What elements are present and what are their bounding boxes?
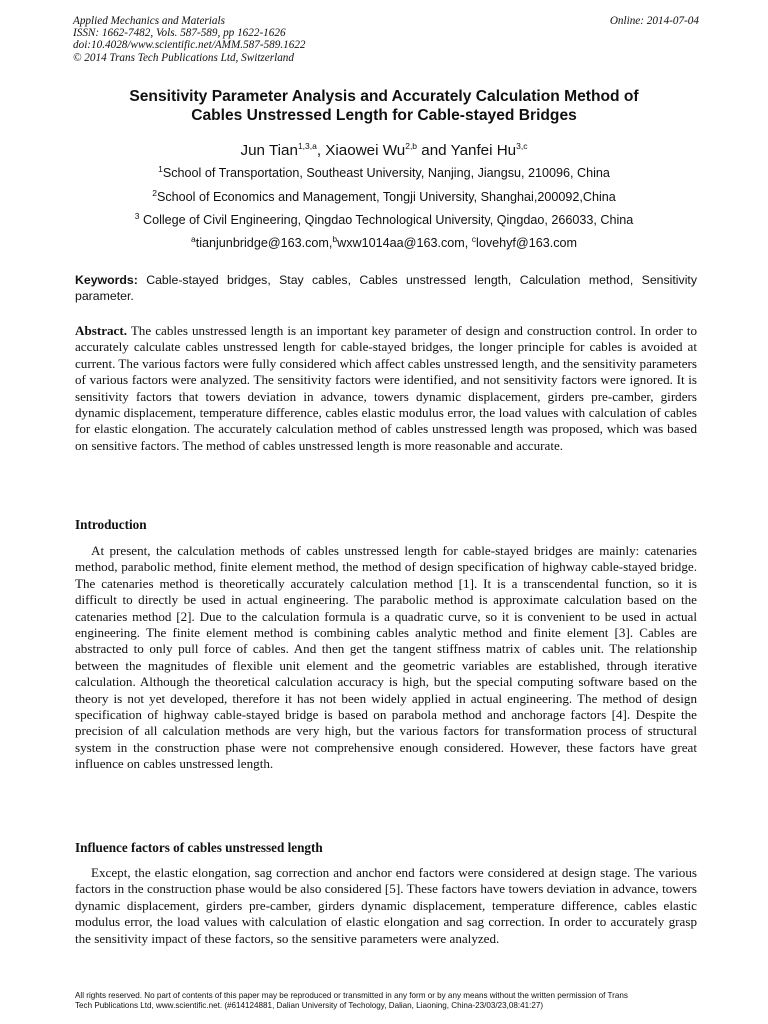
author-separator: and <box>417 142 451 159</box>
author-superscript: 2,b <box>405 140 418 151</box>
author-superscript: 3,c <box>516 140 528 151</box>
abstract-text: The cables unstressed length is an important key parameter of design and construction control. In order to accurately calculate cables unstressed length for cable-stayed bridges, the longer principle for cables is avoided at current. The various factors were fully considered which affect cables unstressed length, and the sensitivity parameters of various factors were analyzed. The sensitivity factors were identified, and not sensitivity factors were ignored. It is sensitivity factors that towers deviation in advance, towers dynamic displacement, girders pre-camber, girders dynamic displacement, temperature difference, cables elastic modulus error, the load values with calculation of cables for elastic elongation. The accurately calculation method of cables unstressed length was proposed, which was based on sensitive factors. The method of cables unstressed length is more reasonable and accurate. <box>75 323 697 453</box>
paper-title <box>60 87 708 125</box>
email-address[interactable]: tianjunbridge@163.com, <box>195 236 333 250</box>
introduction-paragraph: At present, the calculation methods of cables unstressed length for cable-stayed bridges are mainly: catenaries method, parabolic method, finite element method, the method of design specification of highway cable-stayed bridge. The catenaries method is theoretically accurately calculation method [1]. It is a transcendental function, so it is difficult to directly be used in actual engineering. The parabolic method is approximate calculation based on the catenaries method [2]. Due to the calculation formula is a quadratic curve, so it is convenient to be used in actual engineering. The finite element method is combining cables analytic method and finite element [3]. Cables are abstracted to only pull force of cables. And then get the tangent stiffness matrix of cables unit. The relationship between the magnitudes of flexible unit element and the geometric variables are established, through iterative calculation. Although the theoretical calculation accuracy is high, but the special computing software based on the theory is not yet developed, therefore it has not been widely applied in actual engineering. The method of design specification of highway cable-stayed bridge is based on parabola method and anchorage factors [4]. Despite the precision of all calculation methods are very high, but the various factors for transformation process of structural system in the construction phase were not comprehensive enough considered. However, these factors have great influence on cables unstressed length. <box>75 543 697 772</box>
author-name: Xiaowei Wu <box>325 142 406 159</box>
author-list <box>60 142 708 160</box>
abstract-label: Abstract. <box>75 323 127 338</box>
affiliation-superscript: 2 <box>152 187 157 198</box>
issn-line: ISSN: 1662-7482, Vols. 587-589, pp 1622-1626 <box>73 27 286 40</box>
abstract-block <box>75 323 697 454</box>
influence-heading: Influence factors of cables unstressed length <box>75 840 323 855</box>
keywords-label: Keywords: <box>75 273 138 287</box>
email-superscript: a <box>190 233 196 244</box>
keywords-block <box>75 273 697 304</box>
affiliation <box>60 189 708 205</box>
affiliation <box>60 165 708 181</box>
footer-line-2: Tech Publications Ltd, www.scientific.net. (#614124881, Dalian University of Techology, Dalian, Liaoning, China-23/03/23,08:41:27) <box>75 1000 544 1010</box>
author-name: Jun Tian <box>240 142 298 159</box>
affiliation-superscript: 3 <box>134 210 140 221</box>
affiliation-superscript: 1 <box>158 163 163 174</box>
influence-paragraph: Except, the elastic elongation, sag correction and anchor end factors were considered at design stage. The various factors in the construction phase would be also considered [5]. These factors have towers deviation in advance, towers dynamic displacement, girders pre-camber, girders dynamic displacement, temperature difference, cables elastic modulus error, the load values with calculation of elastic elongation and sag correction. In order to accurately grasp the sensitivity impact of these factors, so the sensitive parameters were analyzed. <box>75 865 697 946</box>
keywords-text: Cable-stayed bridges, Stay cables, Cables unstressed length, Calculation method, Sensitivity parameter. <box>75 273 697 303</box>
introduction-heading: Introduction <box>75 517 147 532</box>
author-separator: , <box>316 142 326 159</box>
affiliation <box>60 212 708 228</box>
email-superscript: b <box>332 233 338 244</box>
journal-name: Applied Mechanics and Materials <box>73 15 225 27</box>
affiliation-text: College of Civil Engineering, Qingdao Technological University, Qingdao, 266033, China <box>139 213 634 227</box>
author-name: Yanfei Hu <box>450 142 517 159</box>
affiliation-text: School of Economics and Management, Tongji University, Shanghai,200092,China <box>156 190 616 204</box>
journal-header <box>73 15 699 64</box>
copyright-line: © 2014 Trans Tech Publications Ltd, Switzerland <box>73 51 294 64</box>
author-superscript: 1,3,a <box>297 140 317 151</box>
title-line-1: Sensitivity Parameter Analysis and Accurately Calculation Method of <box>129 88 639 105</box>
email-address[interactable]: wxw1014aa@163.com, <box>337 236 472 250</box>
title-line-2: Cables Unstressed Length for Cable-stayed Bridges <box>191 107 577 124</box>
email-address[interactable]: lovehyf@163.com <box>476 236 578 250</box>
footer-line-1: All rights reserved. No part of contents of this paper may be reproduced or transmitted in any form or by any means without the written permission of Trans <box>75 991 628 1000</box>
page-footer <box>75 991 697 1010</box>
online-date: Online: 2014-07-04 <box>609 15 699 27</box>
email-superscript: c <box>471 233 477 244</box>
doi-line: doi:10.4028/www.scientific.net/AMM.587-589.1622 <box>73 39 306 52</box>
affiliation-text: School of Transportation, Southeast University, Nanjing, Jiangsu, 210096, China <box>162 166 610 180</box>
email-line <box>60 235 708 251</box>
